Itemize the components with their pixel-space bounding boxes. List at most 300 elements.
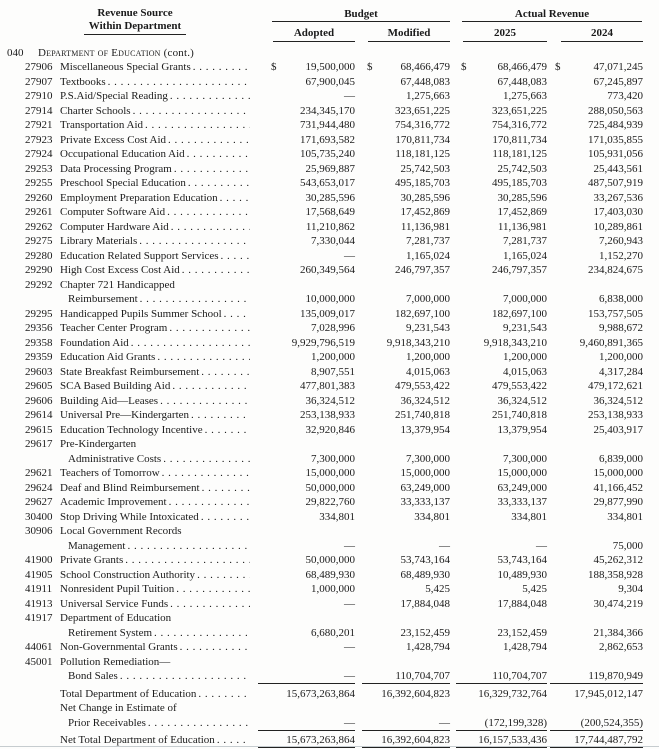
row-label-text: Education Technology Incentive bbox=[60, 423, 203, 436]
row-label-text: Education Aid Grants bbox=[60, 351, 156, 363]
modified-value: 68,489,930 bbox=[400, 568, 450, 581]
row-code: 27910 bbox=[25, 90, 53, 102]
table-row bbox=[0, 205, 659, 220]
row-label-text: Net Total Department of Education bbox=[60, 734, 215, 746]
row-label-text: Transportation Aid bbox=[60, 119, 144, 131]
row-label bbox=[60, 379, 250, 394]
adopted-value: 50,000,000 bbox=[305, 554, 355, 566]
dot-leader bbox=[168, 597, 250, 612]
modified-value: 25,742,503 bbox=[400, 162, 450, 175]
table-row bbox=[0, 365, 659, 380]
row-label bbox=[60, 568, 250, 583]
actual-2025-value: 251,740,818 bbox=[492, 409, 547, 421]
row-label-text: Occupational Education Aid bbox=[60, 148, 185, 160]
actual-2025-value: 23,152,459 bbox=[497, 626, 547, 639]
dot-leader bbox=[196, 687, 250, 702]
actual-2025-value: 25,742,503 bbox=[497, 162, 547, 175]
row-label-text: Data Processing Program bbox=[60, 162, 172, 175]
row-label-text: Teacher Center Program bbox=[60, 322, 168, 334]
actual-2025-value: 110,704,707 bbox=[456, 669, 547, 684]
table-row bbox=[0, 539, 659, 554]
column-header-modified: Modified bbox=[368, 27, 450, 42]
adopted-value: — bbox=[344, 90, 355, 102]
table-row bbox=[0, 568, 659, 583]
row-label bbox=[60, 234, 250, 249]
row-code: 30906 bbox=[25, 525, 53, 537]
row-code: 29624 bbox=[25, 481, 53, 494]
actual-2024-value: 47,071,245 $ bbox=[555, 61, 643, 73]
department-title-suffix: (cont.) bbox=[160, 47, 195, 59]
actual-2024-value: 288,050,563 bbox=[588, 104, 643, 117]
row-code: 29621 bbox=[25, 467, 53, 479]
dot-leader bbox=[118, 669, 250, 684]
actual-2024-value: 75,000 bbox=[612, 539, 643, 552]
table-row bbox=[0, 75, 659, 90]
row-label bbox=[60, 321, 250, 336]
row-label bbox=[60, 176, 250, 191]
table-row bbox=[0, 176, 659, 191]
row-label-text: Local Government Records bbox=[60, 525, 182, 537]
actual-2024-value: 21,384,366 bbox=[593, 626, 643, 639]
actual-2024-value: 153,757,505 bbox=[588, 307, 643, 320]
adopted-value: 260,349,564 bbox=[300, 264, 355, 276]
modified-value: 15,000,000 bbox=[400, 467, 450, 479]
row-label bbox=[60, 220, 250, 235]
row-label bbox=[60, 133, 250, 148]
actual-2025-value: 1,275,663 bbox=[503, 90, 547, 102]
table-row bbox=[0, 597, 659, 612]
table-row-line1 bbox=[0, 524, 659, 539]
adopted-value: 29,822,760 bbox=[305, 496, 355, 508]
table-row bbox=[0, 336, 659, 351]
row-code: 29280 bbox=[25, 249, 53, 262]
adopted-value: — bbox=[344, 539, 355, 552]
table-row bbox=[0, 379, 659, 394]
row-code: 45001 bbox=[25, 655, 53, 668]
adopted-value: 15,673,263,864 bbox=[286, 687, 355, 700]
table-row bbox=[0, 510, 659, 525]
row-code: 29290 bbox=[25, 264, 53, 276]
adopted-value: 7,300,000 bbox=[311, 452, 355, 465]
actual-2024-value: 17,945,012,147 bbox=[574, 687, 643, 700]
modified-value: 1,165,024 bbox=[406, 249, 450, 262]
actual-2025-value: 1,165,024 bbox=[503, 249, 547, 262]
adopted-value: 7,028,996 bbox=[311, 322, 355, 334]
adopted-value: — bbox=[344, 641, 355, 653]
row-label-text: Universal Pre—Kindergarten bbox=[60, 409, 190, 421]
dot-leader bbox=[158, 394, 250, 409]
actual-2024-value: 10,289,861 bbox=[593, 220, 643, 233]
dot-leader bbox=[138, 292, 250, 307]
table-row bbox=[0, 553, 659, 568]
actual-2024-value: 25,403,917 bbox=[593, 423, 643, 436]
dot-leader bbox=[106, 75, 250, 90]
actual-2025-value: 5,425 bbox=[522, 583, 547, 595]
row-code: 27924 bbox=[25, 148, 53, 160]
row-label bbox=[60, 191, 250, 206]
dot-leader bbox=[160, 466, 250, 481]
modified-value: 67,448,083 bbox=[400, 75, 450, 88]
adopted-value: — bbox=[258, 669, 355, 684]
adopted-value: 253,138,933 bbox=[300, 409, 355, 421]
table-row-line1 bbox=[0, 437, 659, 452]
adopted-value: 32,920,846 bbox=[305, 423, 355, 436]
table-row bbox=[0, 292, 659, 307]
row-label bbox=[60, 307, 250, 322]
modified-value: 251,740,818 bbox=[395, 409, 450, 421]
adopted-value: — bbox=[344, 249, 355, 262]
table-row bbox=[0, 716, 659, 731]
adopted-value: 50,000,000 bbox=[305, 481, 355, 494]
actual-2024-value: 30,474,219 bbox=[593, 597, 643, 610]
row-label-text: Nonresident Pupil Tuition bbox=[60, 583, 175, 595]
modified-value: 53,743,164 bbox=[400, 554, 450, 566]
row-code: 44061 bbox=[25, 641, 53, 653]
row-code: 30400 bbox=[25, 510, 53, 523]
row-label bbox=[60, 118, 250, 133]
row-code: 29255 bbox=[25, 177, 53, 189]
table-row bbox=[0, 60, 659, 75]
actual-2024-value: 9,304 bbox=[618, 583, 643, 595]
row-code: 29275 bbox=[25, 235, 53, 247]
row-label bbox=[60, 147, 250, 162]
modified-value: 7,281,737 bbox=[406, 235, 450, 247]
dollar-sign: $ bbox=[461, 61, 467, 73]
row-label bbox=[60, 350, 250, 365]
row-code: 27914 bbox=[25, 104, 53, 117]
department-title bbox=[38, 46, 194, 60]
actual-2024-value: 6,839,000 bbox=[599, 452, 643, 465]
actual-2024-value: 9,460,891,365 bbox=[579, 336, 643, 349]
dot-leader bbox=[218, 191, 250, 206]
actual-2025-value: 10,489,930 bbox=[497, 568, 547, 581]
row-label bbox=[60, 553, 250, 568]
actual-2024-value: 29,877,990 bbox=[593, 496, 643, 508]
adopted-value: 477,801,383 bbox=[300, 380, 355, 392]
revenue-source-line2: Within Department bbox=[84, 20, 186, 35]
actual-2024-value: 253,138,933 bbox=[588, 409, 643, 421]
row-label-text: High Cost Excess Cost Aid bbox=[60, 264, 180, 276]
row-label bbox=[68, 292, 250, 307]
row-label-text: School Construction Authority bbox=[60, 568, 196, 581]
dot-leader bbox=[165, 205, 250, 220]
actual-2024-value: 7,260,943 bbox=[599, 235, 643, 247]
row-label bbox=[60, 394, 250, 409]
table-row bbox=[0, 191, 659, 206]
adopted-value: 9,929,796,519 bbox=[291, 336, 355, 349]
row-label-line1 bbox=[60, 655, 250, 670]
adopted-value: 36,324,512 bbox=[305, 394, 355, 407]
dot-leader bbox=[137, 234, 250, 249]
row-label bbox=[60, 640, 250, 655]
dot-leader bbox=[199, 510, 250, 525]
adopted-value: 15,673,263,864 bbox=[258, 733, 355, 748]
modified-value: 170,811,734 bbox=[395, 133, 450, 146]
adopted-value: 11,210,862 bbox=[305, 220, 355, 233]
actual-2025-value: 1,428,794 bbox=[503, 641, 547, 653]
table-row bbox=[0, 307, 659, 322]
table-row bbox=[0, 162, 659, 177]
dollar-sign: $ bbox=[555, 61, 561, 73]
row-code: 41913 bbox=[25, 597, 53, 610]
table-row bbox=[0, 495, 659, 510]
row-code: 41905 bbox=[25, 568, 53, 581]
actual-2024-value: 773,420 bbox=[607, 90, 643, 102]
table-row bbox=[0, 423, 659, 438]
column-header-2025: 2025 bbox=[463, 27, 547, 42]
row-label bbox=[60, 336, 250, 351]
actual-2024-value: 33,267,536 bbox=[593, 191, 643, 204]
row-label bbox=[60, 205, 250, 220]
actual-2024-value: 1,152,270 bbox=[599, 249, 643, 262]
table-row bbox=[0, 118, 659, 133]
modified-value: 110,704,707 bbox=[362, 669, 450, 684]
table-row bbox=[0, 394, 659, 409]
row-label bbox=[68, 716, 250, 731]
dot-leader bbox=[161, 452, 250, 467]
column-header-adopted: Adopted bbox=[273, 27, 355, 42]
actual-2025-value: 16,329,732,764 bbox=[478, 687, 547, 700]
modified-value: 9,231,543 bbox=[406, 322, 450, 334]
dot-leader bbox=[152, 626, 250, 641]
table-row-line1 bbox=[0, 611, 659, 626]
row-label-text: Retirement System bbox=[68, 626, 153, 639]
row-label-text: Non-Governmental Grants bbox=[60, 641, 178, 653]
row-label bbox=[60, 597, 250, 612]
dot-leader bbox=[125, 539, 250, 554]
dot-leader bbox=[123, 553, 250, 568]
actual-2024-value: 15,000,000 bbox=[593, 467, 643, 479]
adopted-value: 135,009,017 bbox=[300, 307, 355, 320]
row-label-text: Reimbursement bbox=[68, 293, 138, 305]
row-label bbox=[60, 263, 250, 278]
table-row bbox=[0, 89, 659, 104]
dot-leader bbox=[186, 176, 250, 191]
row-code: 29292 bbox=[25, 278, 53, 291]
dot-leader bbox=[172, 162, 250, 177]
table-row-line1 bbox=[0, 278, 659, 293]
row-label-text: Private Grants bbox=[60, 554, 124, 566]
actual-2025-value: 7,300,000 bbox=[503, 452, 547, 465]
row-label-text: SCA Based Building Aid bbox=[60, 380, 171, 392]
adopted-value: 68,489,930 bbox=[305, 568, 355, 581]
actual-2025-value: 7,281,737 bbox=[503, 235, 547, 247]
dot-leader bbox=[143, 118, 250, 133]
department-section-line bbox=[0, 46, 659, 60]
actual-2025-value: 182,697,100 bbox=[492, 307, 547, 320]
adopted-value: — bbox=[344, 597, 355, 610]
revenue-rows-container bbox=[0, 60, 659, 748]
dot-leader bbox=[167, 321, 250, 336]
adopted-value: 15,000,000 bbox=[305, 467, 355, 479]
modified-value: 334,801 bbox=[414, 510, 450, 523]
actual-2025-value: (172,199,328) bbox=[456, 716, 547, 731]
actual-2025-value: 63,249,000 bbox=[497, 481, 547, 494]
row-code: 29603 bbox=[25, 365, 53, 378]
row-code: 29627 bbox=[25, 496, 53, 508]
actual-2024-value: 4,317,284 bbox=[599, 365, 643, 378]
row-label bbox=[60, 249, 250, 264]
table-row bbox=[0, 104, 659, 119]
modified-value: 9,918,343,210 bbox=[386, 336, 450, 349]
modified-value: — bbox=[439, 539, 450, 552]
modified-value: 182,697,100 bbox=[395, 307, 450, 320]
row-label-text: Charter Schools bbox=[60, 104, 131, 117]
row-code: 29356 bbox=[25, 322, 53, 334]
row-label bbox=[60, 495, 250, 510]
modified-value: 11,136,981 bbox=[400, 220, 450, 233]
actual-2025-value: 170,811,734 bbox=[492, 133, 547, 146]
table-row bbox=[0, 249, 659, 264]
row-label-text: Management bbox=[68, 539, 126, 552]
row-label-text: Total Department of Education bbox=[60, 687, 197, 700]
actual-2024-value: 234,824,675 bbox=[588, 264, 643, 276]
modified-value: 118,181,125 bbox=[395, 148, 450, 160]
row-code: 29261 bbox=[25, 206, 53, 218]
row-label-line1 bbox=[60, 611, 250, 626]
table-row-line1 bbox=[0, 655, 659, 670]
dot-leader bbox=[219, 249, 250, 264]
row-code: 29262 bbox=[25, 220, 53, 233]
modified-value: 4,015,063 bbox=[406, 365, 450, 378]
department-title-text: Department of Education bbox=[38, 47, 161, 59]
row-code: 29605 bbox=[25, 380, 53, 392]
dot-leader bbox=[169, 220, 250, 235]
row-label-text: Handicapped Pupils Summer School bbox=[60, 307, 222, 320]
actual-2024-value: 41,166,452 bbox=[593, 481, 643, 494]
row-label-text: Chapter 721 Handicapped bbox=[60, 278, 175, 291]
actual-2025-value: 33,333,137 bbox=[497, 496, 547, 508]
row-label bbox=[68, 452, 250, 467]
row-label-text: Preschool Special Education bbox=[60, 177, 186, 189]
department-code: 040 bbox=[7, 47, 24, 59]
row-code: 29617 bbox=[25, 438, 53, 450]
dot-leader bbox=[178, 640, 250, 655]
dot-leader bbox=[167, 495, 250, 510]
actual-2025-value: 495,185,703 bbox=[492, 177, 547, 189]
modified-value: 16,392,604,823 bbox=[381, 687, 450, 700]
actual-2024-value: 25,443,561 bbox=[593, 162, 643, 175]
actual-2024-value: 36,324,512 bbox=[593, 394, 643, 407]
actual-2025-value: 68,466,479 $ bbox=[461, 61, 547, 73]
adopted-value: 1,000,000 bbox=[311, 583, 355, 595]
table-row bbox=[0, 466, 659, 481]
row-label-line1 bbox=[60, 701, 250, 716]
adopted-value: — bbox=[258, 716, 355, 731]
modified-value: 5,425 bbox=[425, 583, 450, 595]
row-code: 29358 bbox=[25, 336, 53, 349]
modified-value: 17,452,869 bbox=[400, 206, 450, 218]
modified-value: 246,797,357 bbox=[395, 264, 450, 276]
actual-2025-value: 479,553,422 bbox=[492, 380, 547, 392]
actual-2024-value: 188,358,928 bbox=[588, 568, 643, 581]
table-row bbox=[0, 234, 659, 249]
actual-2025-value: 334,801 bbox=[511, 510, 547, 523]
page-bottom-rule bbox=[0, 746, 659, 747]
adopted-value: 67,900,045 bbox=[305, 75, 355, 88]
actual-2025-value: 4,015,063 bbox=[503, 365, 547, 378]
table-row bbox=[0, 350, 659, 365]
dot-leader bbox=[168, 89, 250, 104]
actual-2025-value: 11,136,981 bbox=[497, 220, 547, 233]
actual-2025-value: 16,157,533,436 bbox=[456, 733, 547, 748]
actual-2025-value: 17,452,869 bbox=[497, 206, 547, 218]
actual-2025-value: 17,884,048 bbox=[497, 597, 547, 610]
actual-2024-value: 171,035,855 bbox=[588, 133, 643, 146]
adopted-value: 30,285,596 bbox=[305, 191, 355, 204]
dot-leader bbox=[191, 60, 250, 75]
actual-2025-value: 9,918,343,210 bbox=[483, 336, 547, 349]
table-row bbox=[0, 481, 659, 496]
row-label bbox=[68, 626, 250, 641]
modified-value: 33,333,137 bbox=[400, 496, 450, 508]
row-label-text: Universal Service Funds bbox=[60, 597, 169, 610]
adopted-value: 543,653,017 bbox=[300, 177, 355, 189]
dot-leader bbox=[189, 408, 250, 423]
row-label-text: Textbooks bbox=[60, 75, 106, 88]
adopted-value: 234,345,170 bbox=[300, 104, 355, 117]
row-label bbox=[60, 582, 250, 597]
row-label-text: Department of Education bbox=[60, 612, 172, 624]
dot-leader bbox=[146, 716, 250, 731]
actual-2024-value: (200,524,355) bbox=[550, 716, 643, 731]
actual-2024-value: 105,931,056 bbox=[588, 148, 643, 160]
actual-2025-value: 1,200,000 bbox=[503, 351, 547, 363]
adopted-value: 334,801 bbox=[319, 510, 355, 523]
row-label-text: Building Aid—Leases bbox=[60, 394, 159, 407]
row-label-text: Computer Software Aid bbox=[60, 206, 166, 218]
row-label-text: Library Materials bbox=[60, 235, 138, 247]
row-code: 29614 bbox=[25, 409, 53, 421]
dot-leader bbox=[199, 365, 250, 380]
modified-value: 1,275,663 bbox=[406, 90, 450, 102]
modified-value: — bbox=[362, 716, 450, 731]
adopted-value: 19,500,000 $ bbox=[271, 61, 355, 73]
dot-leader bbox=[180, 263, 250, 278]
row-code: 41911 bbox=[25, 583, 53, 595]
table-row bbox=[0, 452, 659, 467]
table-row bbox=[0, 220, 659, 235]
dot-leader bbox=[170, 379, 250, 394]
row-label-text: Foundation Aid bbox=[60, 336, 129, 349]
row-code: 29615 bbox=[25, 423, 53, 436]
row-label bbox=[60, 481, 250, 496]
row-label-text: Bond Sales bbox=[68, 670, 118, 682]
row-label-text: Net Change in Estimate of bbox=[60, 702, 177, 714]
dot-leader bbox=[166, 133, 250, 148]
modified-value: 479,553,422 bbox=[395, 380, 450, 392]
dot-leader bbox=[200, 481, 250, 496]
actual-2025-value: 30,285,596 bbox=[497, 191, 547, 204]
row-label bbox=[60, 104, 250, 119]
row-label bbox=[60, 365, 250, 380]
table-row bbox=[0, 263, 659, 278]
adopted-value: 105,735,240 bbox=[300, 148, 355, 160]
revenue-source-line1: Revenue Source bbox=[97, 7, 173, 19]
adopted-value: 8,907,551 bbox=[311, 365, 355, 378]
dot-leader bbox=[155, 350, 250, 365]
adopted-value: 10,000,000 bbox=[305, 293, 355, 305]
adopted-value: 25,969,887 bbox=[305, 162, 355, 175]
table-row-line1 bbox=[0, 701, 659, 716]
column-header-2024: 2024 bbox=[561, 27, 643, 42]
actual-2024-value: 45,262,312 bbox=[593, 554, 643, 566]
actual-2025-value: 323,651,225 bbox=[492, 104, 547, 117]
modified-value: 754,316,772 bbox=[395, 119, 450, 131]
row-label-line1 bbox=[60, 524, 250, 539]
row-label-text: Private Excess Cost Aid bbox=[60, 133, 167, 146]
actual-revenue-group-header: Actual Revenue bbox=[462, 8, 642, 22]
